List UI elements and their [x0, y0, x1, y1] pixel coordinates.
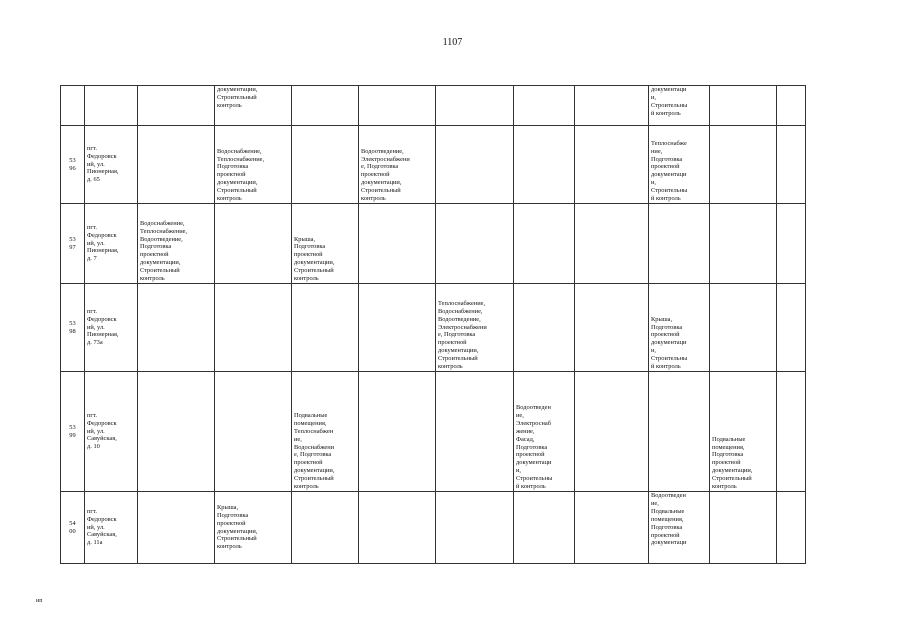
address-text: пгт. Федоровск ий, ул. Пионерная, д. 7: [87, 223, 119, 263]
works-cell: [359, 492, 436, 564]
works-text: Подвальные помещения, Подготовка проектной документации, Строительный контроль: [712, 435, 753, 491]
table-row: [61, 372, 806, 492]
works-cell: [138, 86, 215, 126]
row-number-cell: [61, 204, 85, 284]
works-cell: [436, 126, 514, 204]
works-text: Водоотведен ие, Подвальные помещения, Подготовка проектной документаци: [651, 492, 687, 547]
works-text: Теплоснабжение, Водоснабжение, Водоотведение, Электроснабжени е, Подготовка проектной документации, Строительный контроль: [438, 299, 487, 371]
works-cell: [649, 372, 710, 492]
works-cell: [436, 372, 514, 492]
works-cell: [359, 126, 436, 204]
table-row: [61, 126, 806, 204]
works-cell: [138, 492, 215, 564]
works-text: документации, Строительный контроль: [217, 86, 258, 109]
works-cell: [710, 372, 777, 492]
works-cell: [215, 126, 292, 204]
row-number: 53 96: [69, 156, 76, 172]
works-cell: [777, 492, 806, 564]
works-cell: [215, 284, 292, 372]
works-cell: [649, 126, 710, 204]
address-cell: [85, 284, 138, 372]
works-cell: [359, 372, 436, 492]
works-cell: [575, 372, 649, 492]
works-cell: [777, 204, 806, 284]
works-cell: [514, 492, 575, 564]
works-cell: [575, 492, 649, 564]
works-cell: [215, 492, 292, 564]
works-cell: [292, 372, 359, 492]
works-cell: [710, 86, 777, 126]
row-number-cell: [61, 86, 85, 126]
works-cell: [777, 284, 806, 372]
works-cell: [292, 492, 359, 564]
row-number: 53 98: [69, 319, 76, 335]
works-cell: [292, 126, 359, 204]
page-number: 1107: [442, 37, 463, 48]
works-cell: [138, 126, 215, 204]
works-text: Теплоснабже ние, Подготовка проектной документаци и, Строительны й контроль: [651, 139, 688, 203]
works-cell: [710, 284, 777, 372]
works-cell: [292, 284, 359, 372]
works-cell: [575, 126, 649, 204]
row-number-cell: [61, 126, 85, 204]
works-cell: [138, 204, 215, 284]
works-cell: [777, 126, 806, 204]
works-cell: [138, 372, 215, 492]
row-number: 53 97: [69, 235, 76, 251]
works-cell: [649, 204, 710, 284]
works-cell: [436, 284, 514, 372]
works-cell: [215, 86, 292, 126]
works-cell: [359, 204, 436, 284]
works-text: Крыша, Подготовка проектной документации, Строительный контроль: [217, 503, 258, 551]
works-text: Водоотведение, Электроснабжени е, Подготовка проектной документации, Строительный контроль: [361, 147, 410, 203]
works-cell: [215, 204, 292, 284]
works-cell: [514, 86, 575, 126]
works-cell: [436, 492, 514, 564]
works-text: Крыша, Подготовка проектной документации, Строительный контроль: [294, 235, 335, 283]
address-text: пгт. Федоровск ий, ул. Савуйская, д. 11а: [87, 507, 117, 547]
works-cell: [514, 126, 575, 204]
row-number: 54 00: [69, 519, 76, 535]
row-number-cell: [61, 492, 85, 564]
address-text: пгт. Федоровск ий, ул. Савуйская, д. 10: [87, 411, 117, 451]
works-cell: [710, 492, 777, 564]
works-cell: [649, 86, 710, 126]
works-cell: [649, 492, 710, 564]
works-cell: [215, 372, 292, 492]
works-text: Водоснабжение, Теплоснабжение, Подготовка проектной документации, Строительный контроль: [217, 147, 265, 203]
address-cell: [85, 126, 138, 204]
works-cell: [514, 204, 575, 284]
footer-mark: ип: [36, 598, 43, 604]
works-cell: [292, 204, 359, 284]
address-cell: [85, 204, 138, 284]
works-text: Подвальные помещения, Теплоснабжен ие, Водоснабжени е, Подготовка проектной документации, Строительный контроль: [294, 411, 335, 491]
works-cell: [292, 86, 359, 126]
works-text: Водоотведен ие, Электроснаб жение, Фасад, Подготовка проектной документаци и, Строительны й контроль: [516, 404, 553, 491]
works-cell: [777, 86, 806, 126]
address-cell: [85, 86, 138, 126]
table-row: [61, 284, 806, 372]
works-cell: [138, 284, 215, 372]
works-cell: [359, 86, 436, 126]
row-number-cell: [61, 372, 85, 492]
row-number: 53 99: [69, 423, 76, 439]
works-text: документаци и, Строительны й контроль: [651, 86, 688, 117]
works-cell: [710, 126, 777, 204]
works-cell: [436, 204, 514, 284]
works-cell: [649, 284, 710, 372]
works-schedule-table: [60, 85, 806, 564]
works-cell: [575, 204, 649, 284]
table-row: [61, 492, 806, 564]
works-cell: [514, 372, 575, 492]
works-cell: [359, 284, 436, 372]
works-cell: [777, 372, 806, 492]
address-text: пгт. Федоровск ий, ул. Пионерная, д. 73а: [87, 307, 119, 347]
address-cell: [85, 372, 138, 492]
works-text: Водоснабжение, Теплоснабжение, Водоотведение, Подготовка проектной документации, Строительный контроль: [140, 219, 188, 283]
works-text: Крыша, Подготовка проектной документаци и, Строительны й контроль: [651, 315, 688, 371]
works-cell: [575, 284, 649, 372]
table-row: [61, 204, 806, 284]
works-cell: [710, 204, 777, 284]
works-cell: [575, 86, 649, 126]
address-cell: [85, 492, 138, 564]
address-text: пгт. Федоровск ий, ул. Пионерная, д. 65: [87, 144, 119, 184]
works-cell: [514, 284, 575, 372]
row-number-cell: [61, 284, 85, 372]
works-cell: [436, 86, 514, 126]
table-row: [61, 86, 806, 126]
